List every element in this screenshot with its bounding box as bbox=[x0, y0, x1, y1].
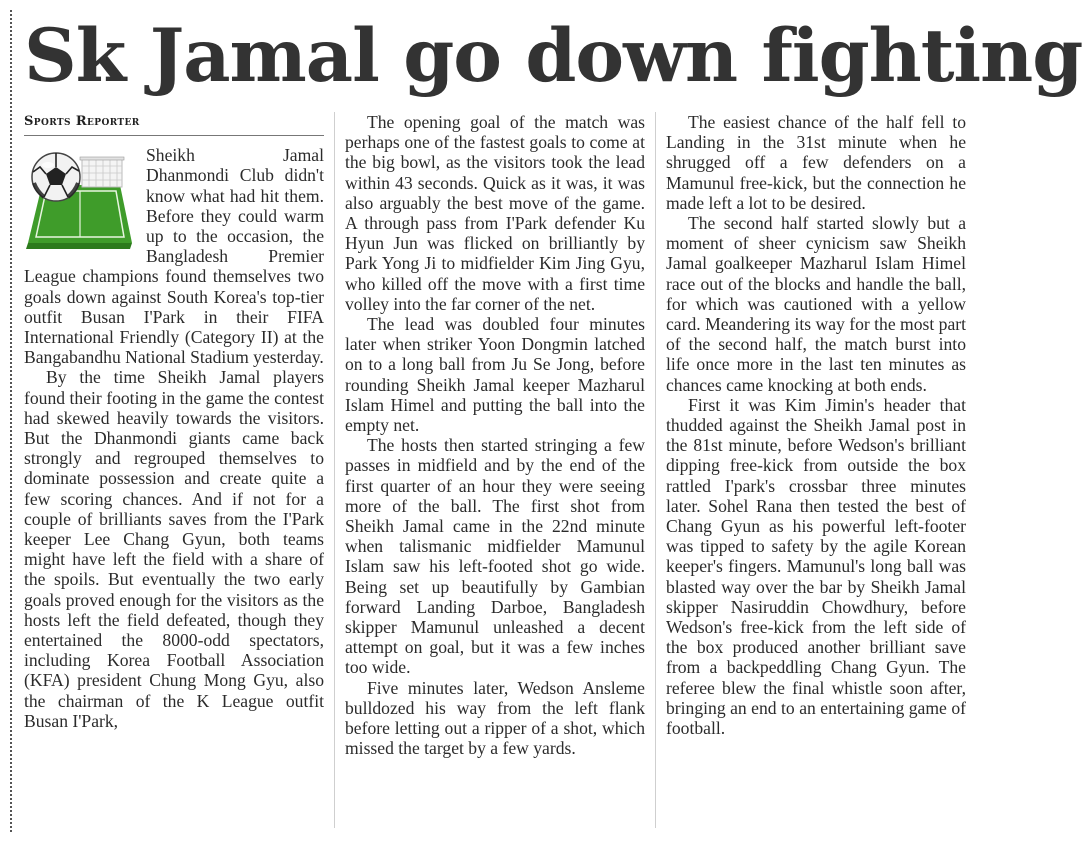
paragraph: First it was Kim Jimin's header that thudded against the Sheikh Jamal post in the 81st minute, before Wedson's brilliant dipping free-kick from outside the box rattled I'park's crossbar three minutes later. Sohel Rana then tested the best of Chang Gyun as his powerful left-footer was tipped to safety by the agile Korean keeper's fingers. Mamunul's long ball was blasted way over the bar by Sheikh Jamal skipper Nasiruddin Chowdhury, before Wedson's free-kick from the left side of the box produced another brilliant save from a backpeddling Chang Gyun. The referee blew the final whistle soon after, bringing an end to an entertaining game of football. bbox=[666, 394, 966, 739]
football-goal-pitch-icon bbox=[22, 145, 142, 257]
headline: Sk Jamal go down fighting bbox=[24, 13, 1082, 99]
column-divider bbox=[655, 112, 656, 828]
byline: Sports Reporter bbox=[24, 112, 324, 136]
article-column-3 bbox=[666, 112, 966, 738]
paragraph: Five minutes later, Wedson Ansleme bulldozed his way from the left flank before letting out a ripper of a shot, which missed the target by a few yards. bbox=[345, 677, 645, 759]
article-column-1 bbox=[24, 112, 324, 731]
paragraph: The lead was doubled four minutes later when striker Yoon Dongmin latched on to a long ball from Ju Se Jong, before rounding Sheikh Jamal keeper Mazharul Islam Himel and putting the ball into the empty net. bbox=[345, 314, 645, 436]
paragraph: Sheikh Jamal Dhanmondi Club didn't know what had hit them. Before they could warm up to the occasion, the Bangladesh Premier League champions found themselves two goals down against South Korea's top-tier outfit Busan I'Park in their FIFA International Friendly (Category II) at the Bangabandhu National Stadium yesterday. bbox=[24, 145, 324, 368]
paragraph: The second half started slowly but a moment of sheer cynicism saw Sheikh Jamal goalkeeper Mazharul Islam Himel race out of the blocks and handle the ball, for which was cautioned with a yellow card. Meandering its way for the most part of the second half, the match burst into life once more in the last ten minutes as chances came knocking at both ends. bbox=[666, 213, 966, 395]
paragraph: The opening goal of the match was perhaps one of the fastest goals to come at the big bowl, as the visitors took the lead within 43 seconds. Quick as it was, it was also arguably the best move of the game. A through pass from I'Park defender Ku Hyun Jun was flicked on brilliantly by Park Yong Ji to midfielder Kim Jing Gyu, who killed off the move with a first time volley into the far corner of the net. bbox=[345, 112, 645, 314]
column-divider bbox=[334, 112, 335, 828]
paragraph: By the time Sheikh Jamal players found their footing in the game the contest had skewed heavily towards the visitors. But the Dhanmondi giants came back strongly and regrouped themselves to dominate possession and create quite a few scoring chances. And if not for a couple of brilliants saves from the I'Park keeper Lee Chang Gyun, both teams might have left the field with a share of the spoils. But eventually the two early goals proved enough for the visitors as the hosts left the field defeated, though they entertained the 8000-odd spectators, including Korea Football Association (KFA) president Chung Mong Gyu, also the chairman of the K League outfit Busan I'Park, bbox=[24, 367, 324, 731]
article-column-2 bbox=[345, 112, 645, 759]
paragraph: The easiest chance of the half fell to Landing in the 31st minute when he shrugged off a few defenders on a Mamunul free-kick, but the connection he made left a lot to be desired. bbox=[666, 112, 966, 213]
paragraph: The hosts then started stringing a few passes in midfield and by the end of the first quarter of an hour they were seeing more of the ball. The first shot from Sheikh Jamal came in the 22nd minute when talismanic midfielder Mamunul Islam saw his left-footed shot go wide. Being set up beautifully by Gambian forward Landing Darboe, Bangladesh skipper Mamunul unleashed a decent attempt on goal, but it was a few inches too wide. bbox=[345, 435, 645, 678]
page-edge-dotted-rule bbox=[10, 10, 12, 832]
